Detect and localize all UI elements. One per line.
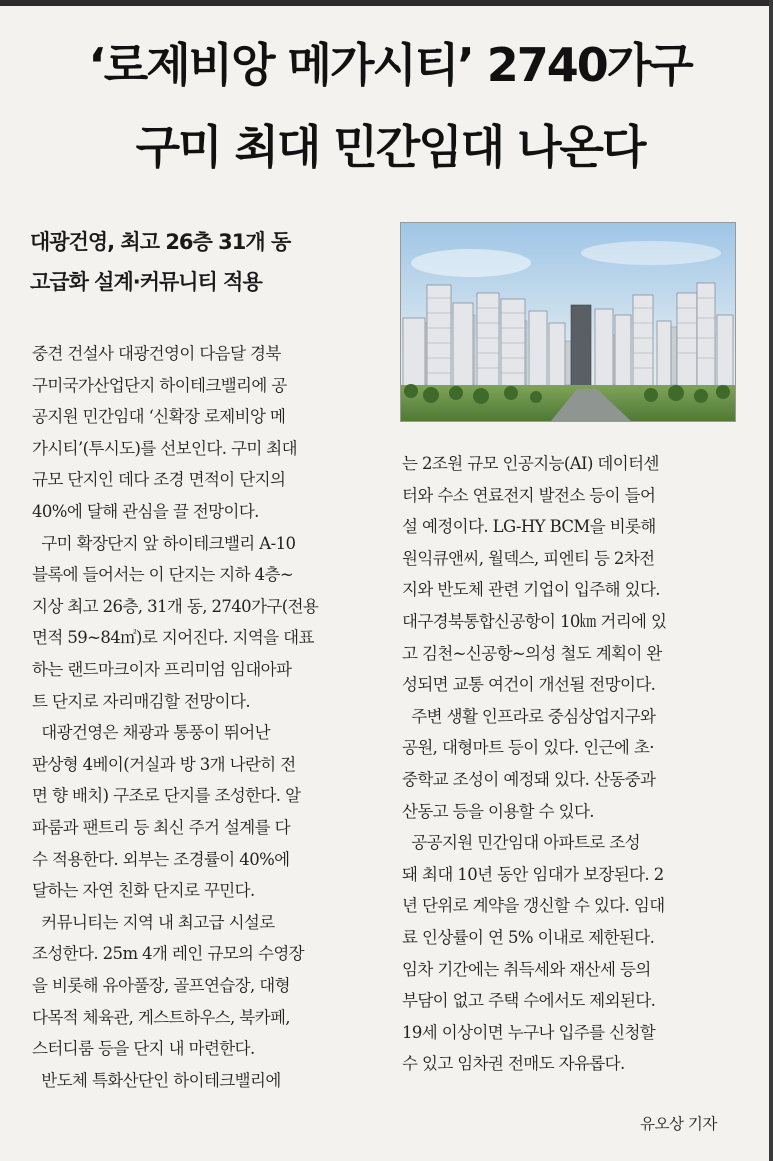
article-text-line: 임차 기간에는 취득세와 재산세 등의 [402,959,651,979]
article-text-line: 가시티’(투시도)를 선보인다. 구미 최대 [32,438,297,458]
article-text-line: 19세 이상이면 누구나 입주를 신청할 [402,1022,656,1042]
article-text-line: 수 적용한다. 외부는 조경률이 40%에 [32,849,290,869]
article-text-line: 대광건영은 채광과 통풍이 뛰어난 [32,723,270,743]
article-text-line: 중견 건설사 대광건영이 다음달 경북 [32,344,281,363]
subheadline-line-2: 고급화 설계·커뮤니티 적용 [30,270,262,294]
article-text-line: 공공지원 민간임대 아파트로 조성 [402,833,640,853]
article-text-line: 고 김천~신공항~의성 철도 계획이 완 [402,643,662,663]
article-text-line: 돼 최대 10년 동안 임대가 보장된다. 2 [402,864,664,884]
article-text-line: 하는 랜드마크이자 프리미엄 임대아파 [32,660,292,679]
article-text-line: 지와 반도체 관련 기업이 입주해 있다. [402,580,660,600]
article-text-line: 규모 단지인 데다 조경 면적이 단지의 [32,470,286,490]
article-text-line: 주변 생활 인프라로 중심상업지구와 [402,706,656,726]
article-text-line: 설 예정이다. LG-HY BCM을 비롯해 [402,517,656,537]
article-text-line: 공지원 민간임대 ‘신확장 로제비앙 메 [32,407,286,427]
article-text-line: 커뮤니티는 지역 내 최고급 시설로 [32,912,275,932]
article-text-line: 반도체 특화산단인 하이테크밸리에 [32,1070,281,1090]
article-text-line: 산동고 등을 이용할 수 있다. [402,801,594,821]
article-text-line: 대구경북통합신공항이 10㎞ 거리에 있 [402,612,667,631]
article-text-line: 부담이 없고 주택 수에서도 제외된다. [402,991,656,1011]
article-text-line: 판상형 4베이(거실과 방 3개 나란히 전 [32,754,296,774]
top-border [0,0,773,6]
article-text-line: 트 단지로 자리매김할 전망이다. [32,691,250,711]
article-text-line: 파룸과 팬트리 등 최신 주거 설계를 다 [32,818,290,837]
article-text-line: 공원, 대형마트 등이 있다. 인근에 초· [402,738,654,758]
article-text-line: 터와 수소 연료전지 발전소 등이 들어 [402,485,656,505]
article-text-line: 지상 최고 26층, 31개 동, 2740가구(전용 [32,596,319,616]
article-text-line: 달하는 자연 친화 단지로 꾸민다. [32,881,255,901]
article-text-line: 면적 59~84㎡)로 지어진다. 지역을 대표 [32,628,314,648]
article-text-line: 조성한다. 25m 4개 레인 규모의 수영장 [32,944,305,964]
right-border [769,0,773,1161]
article-text-line: 구미국가산업단지 하이테크밸리에 공 [32,375,287,395]
article-text-line: 블록에 들어서는 이 단지는 지하 4층~ [32,565,294,585]
apartment-rendering-image [400,222,736,422]
article-text-line: 40%에 달해 관심을 끌 전망이다. [32,502,259,521]
article-text-line: 면 향 배치) 구조로 단지를 조성한다. 알 [32,786,301,806]
article-text-line: 는 2조원 규모 인공지능(AI) 데이터센 [402,454,659,473]
article-text-line: 스터디룸 등을 단지 내 마련한다. [32,1039,255,1059]
article-text-line: 원익큐앤씨, 월덱스, 피엔티 등 2차전 [402,548,655,568]
article-text-line: 다목적 체육관, 게스트하우스, 북카페, [32,1007,290,1027]
headline-line-2: 구미 최대 민간임대 나온다 [135,120,645,174]
article-text-line: 구미 확장단지 앞 하이테크밸리 A-10 [32,533,296,553]
headline-line-1: ‘로제비앙 메가시티’ 2740가구 [88,38,692,92]
article-text-line: 성되면 교통 여건이 개선될 전망이다. [402,675,656,695]
article-text-line: 수 있고 임차권 전매도 자유롭다. [402,1054,625,1074]
byline: 유오상 기자 [640,1115,717,1133]
article-text-line: 년 단위로 계약을 갱신할 수 있다. 임대 [402,896,665,916]
article-text-line: 료 인상률이 연 5% 이내로 제한된다. [402,928,655,947]
subheadline-line-1: 대광건영, 최고 26층 31개 동 [30,230,291,254]
article-text-line: 을 비롯해 유아풀장, 골프연습장, 대형 [32,976,290,995]
article-text-line: 중학교 조성이 예정돼 있다. 산동중과 [402,770,656,789]
